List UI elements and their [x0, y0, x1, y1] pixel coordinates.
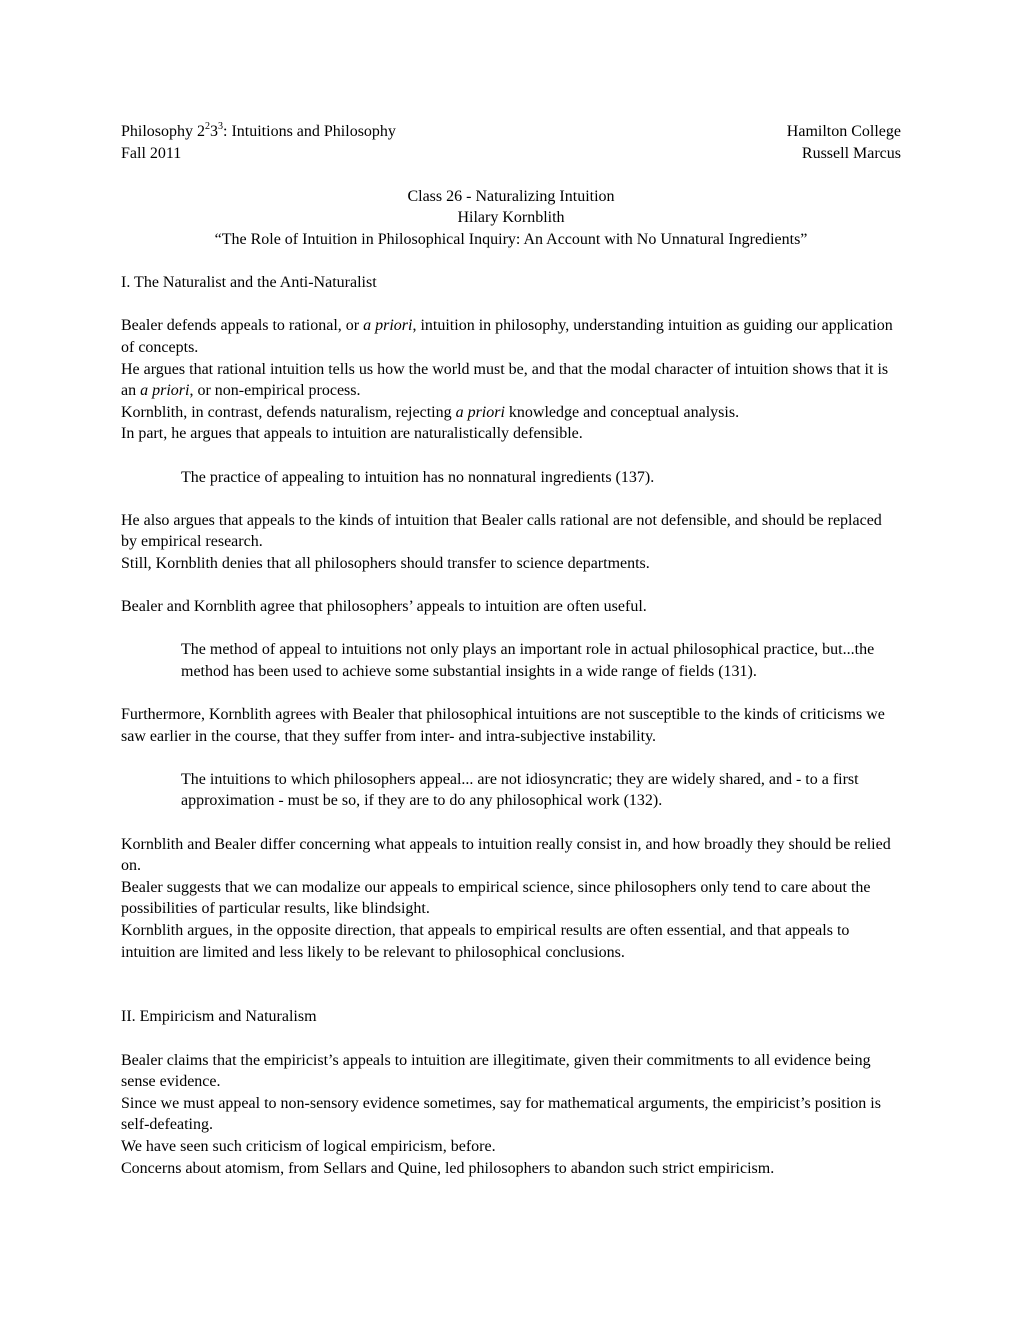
header-row-2 — [121, 143, 901, 165]
block-quote: The practice of appealing to intuition has no nonnatural ingredients (137). — [181, 468, 655, 486]
paragraph: Bealer and Kornblith agree that philosophers’ appeals to intuition are often useful. — [121, 598, 647, 616]
paragraph: In part, he argues that appeals to intuition are naturalistically defensible. — [121, 425, 583, 443]
paragraph: Concerns about atomism, from Sellars and Quine, led philosophers to abandon such strict empiricism. — [121, 1159, 775, 1177]
document-page — [121, 121, 901, 1179]
paragraph: Bealer claims that the empiricist’s appeals to intuition are illegitimate, given their commitments to all evidence being sense evidence. — [121, 1051, 871, 1091]
instructor-name: Russell Marcus — [801, 144, 901, 162]
paragraph: We have seen such criticism of logical empiricism, before. — [121, 1137, 496, 1155]
paragraph: He also argues that appeals to the kinds of intuition that Bealer calls rational are not defensible, and should be replaced by empirical research. — [121, 511, 882, 551]
paragraph: Since we must appeal to non-sensory evidence sometimes, say for mathematical arguments, the empiricist’s position is self-defeating. — [121, 1094, 881, 1134]
section-heading: I. The Naturalist and the Anti-Naturalist — [121, 274, 377, 292]
paragraph: Kornblith argues, in the opposite direction, that appeals to empirical results are often essential, and that appeals to intuition are limited and less likely to be relevant to philosophical conclusions. — [121, 921, 850, 961]
class-title: Class 26 - Naturalizing Intuition — [407, 187, 615, 205]
block-quote: The intuitions to which philosophers appeal... are not idiosyncratic; they are widely shared, and - to a first approximation - must be so, if they are to do any philosophical work (132). — [181, 770, 859, 810]
header-row-1 — [121, 121, 901, 143]
college-name: Hamilton College — [786, 123, 901, 140]
paragraph: Bealer suggests that we can modalize our appeals to empirical science, since philosophers only tend to care about the possibilities of particular results, like blindsight. — [121, 878, 871, 918]
paragraph: He argues that rational intuition tells us how the world must be, and that the modal character of intuition shows that it is an a priori, or non-empirical process. — [121, 360, 889, 400]
work-title: “The Role of Intuition in Philosophical Inquiry: An Account with No Unnatural Ingredients” — [214, 230, 808, 248]
paragraph: Bealer defends appeals to rational, or a priori, intuition in philosophy, understanding intuition as guiding our application of concepts. — [121, 317, 893, 356]
author-name: Hilary Kornblith — [457, 209, 565, 227]
term: Fall 2011 — [121, 144, 182, 162]
paragraph: Furthermore, Kornblith agrees with Bealer that philosophical intuitions are not susceptible to the kinds of criticisms we saw earlier in the course, that they suffer from inter- and intra-subjective instability. — [121, 706, 885, 745]
course-title: Philosophy $2^23^3$: Intuitions and Philosophy — [121, 120, 396, 140]
section-heading: II. Empiricism and Naturalism — [121, 1008, 317, 1026]
paragraph: Still, Kornblith denies that all philosophers should transfer to science departments. — [121, 554, 650, 572]
paragraph: Kornblith and Bealer differ concerning what appeals to intuition really consist in, and how broadly they should be relied on. — [121, 835, 891, 875]
block-quote: The method of appeal to intuitions not only plays an important role in actual philosophical practice, but...the method has been used to achieve some substantial insights in a wide range of fields (131). — [181, 641, 875, 680]
paragraph: Kornblith, in contrast, defends naturalism, rejecting a priori knowledge and conceptual analysis. — [121, 403, 740, 421]
